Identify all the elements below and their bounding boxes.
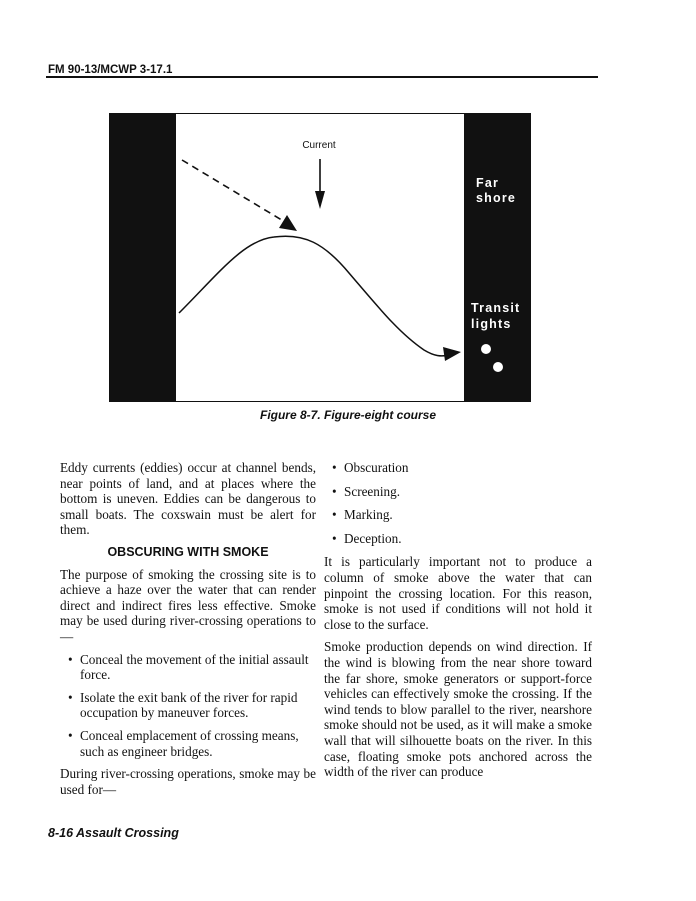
list-item: • Isolate the exit bank of the river for rapid occupation by maneuver forces. (60, 690, 316, 721)
smoke-purposes-list (324, 460, 592, 546)
list-item: • Screening. (324, 484, 592, 500)
header-rule (46, 76, 598, 78)
list-item: • Conceal emplacement of crossing means, such as engineer bridges. (60, 728, 316, 759)
current-arrow-head (315, 191, 325, 209)
list-item: • Conceal the movement of the initial assault force. (60, 652, 316, 683)
transit-lights-label-line2: lights (471, 317, 512, 331)
section-heading: OBSCURING WITH SMOKE (107, 544, 269, 559)
right-column (324, 460, 592, 787)
transit-lights-label-line1: Transit (471, 301, 521, 315)
smoke-purpose-paragraph: The purpose of smoking the crossing site is to achieve a haze over the water that can render direct and indirect fires less effective. Smoke may be used during river-crossing operations to— (60, 566, 316, 644)
transit-light-upper (481, 344, 491, 354)
near-shore-bank (109, 113, 176, 402)
eddy-currents-paragraph: Eddy currents (eddies) occur at channel bends, near points of land, and at places where the bottom is uneven. Eddies can be dangerous to small boats. The coxswain must be alert for them. (60, 460, 316, 538)
transit-light-lower (493, 362, 503, 372)
current-label: Current (302, 140, 336, 151)
list-item: • Deception. (324, 531, 592, 547)
course-end-arrowhead (443, 347, 461, 361)
dashed-approach-arrowhead (279, 215, 297, 231)
figure-eight-course-diagram (109, 113, 531, 402)
smoke-uses-list (60, 652, 316, 760)
figure-caption: Figure 8-7. Figure-eight course (259, 408, 437, 422)
left-column (60, 460, 316, 804)
running-header: FM 90-13/MCWP 3-17.1 (48, 64, 173, 76)
smoke-used-for-paragraph: During river-crossing operations, smoke may be used for— (60, 766, 316, 797)
page-footer: 8-16 Assault Crossing (48, 826, 179, 840)
wind-direction-paragraph: Smoke production depends on wind direction. If the wind is blowing from the near shore toward the far shore, smoke generators or support-force vehicles can effectively smoke the crossing. If the wind tends to blow parallel to the river, nearshore smoke should not be used, as it will make a smoke wall that will silhouette boats on the river. In this case, floating smoke pots anchored across the width of the river can produce (324, 639, 592, 780)
boat-course-curve (179, 236, 449, 356)
list-item: • Marking. (324, 507, 592, 523)
list-item: • Obscuration (324, 460, 592, 476)
far-shore-label-line2: shore (476, 191, 517, 205)
far-shore-label-line1: Far (476, 176, 500, 190)
smoke-column-paragraph: It is particularly important not to produce a column of smoke above the water that can pinpoint the crossing location. For this reason, smoke is not used if conditions will not hold it close to the surface. (324, 554, 592, 632)
dashed-approach-line (182, 160, 285, 222)
far-shore-bank (464, 113, 531, 402)
